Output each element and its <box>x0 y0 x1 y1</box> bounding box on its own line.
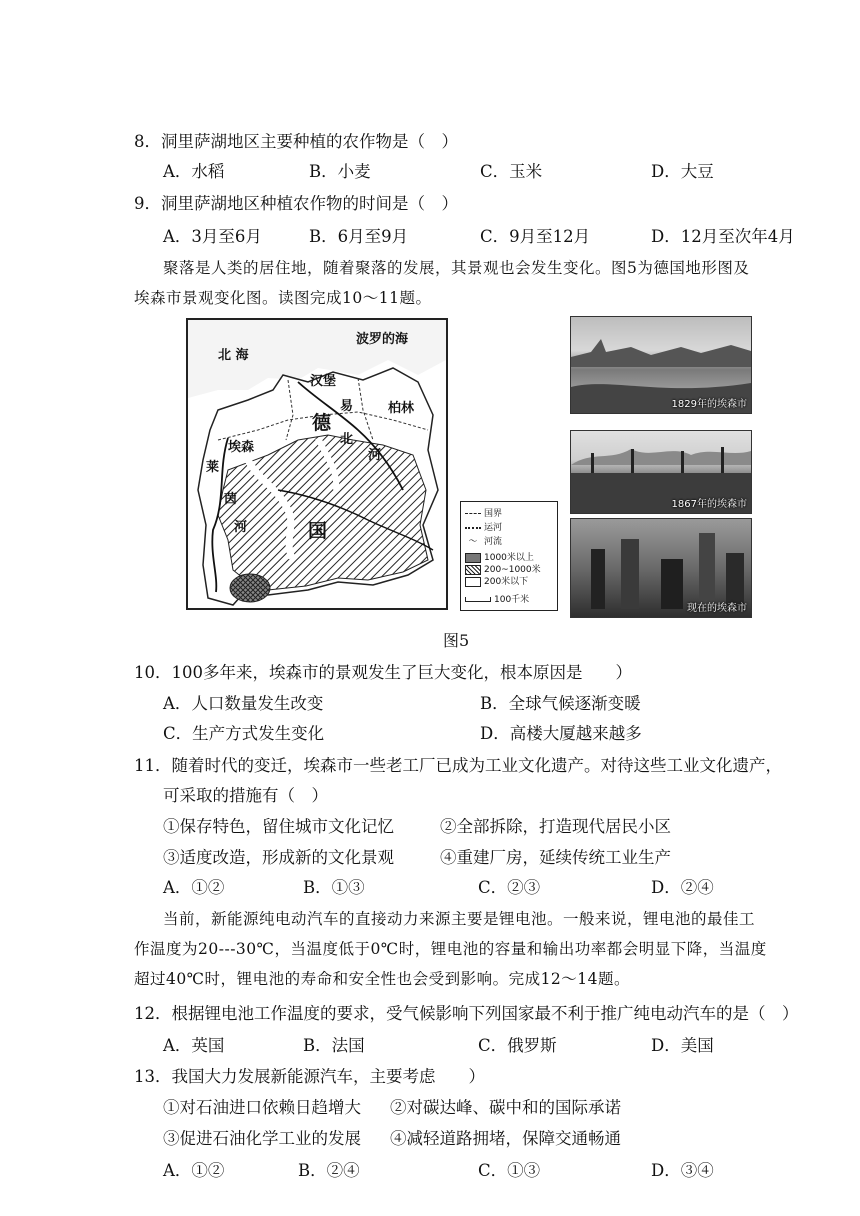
q8-option-a: A．水稻 <box>163 162 225 181</box>
photo-now-caption: 现在的埃森市 <box>687 603 747 614</box>
q13-statement-4: ④减轻道路拥堵，保障交通畅通 <box>390 1129 621 1148</box>
photo-1829-caption: 1829年的埃森市 <box>671 399 747 410</box>
q11-option-b: B．①③ <box>303 878 365 897</box>
map-label-rhine-1: 莱 <box>206 460 220 475</box>
q11-option-d: D．②④ <box>651 878 714 897</box>
map-label-hamburg: 汉堡 <box>310 374 337 389</box>
q10-stem: 10．100多年来，埃森市的景观发生了巨大变化，根本原因是 ） <box>134 663 632 682</box>
q11-statement-2: ②全部拆除，打造现代居民小区 <box>440 817 671 836</box>
q13-statement-2: ②对碳达峰、碳中和的国际承诺 <box>390 1098 621 1117</box>
q8-option-c: C．玉米 <box>480 162 543 181</box>
q11-stem-line2: 可采取的措施有（ ） <box>163 786 328 805</box>
q9-option-a: A．3月至6月 <box>163 227 262 246</box>
photo-essen-now <box>570 518 752 618</box>
q12-option-a: A．英国 <box>163 1036 225 1055</box>
q9-stem: 9．洞里萨湖地区种植农作物的时间是（ ） <box>134 194 458 213</box>
intro2-line1: 当前，新能源纯电动汽车的直接动力来源主要是锂电池。一般来说，锂电池的最佳工 <box>163 910 756 928</box>
q8-option-d: D．大豆 <box>651 162 714 181</box>
legend-high: 1000米以上 <box>465 550 534 563</box>
q11-option-c: C．②③ <box>478 878 541 897</box>
q13-statement-3: ③促进石油化学工业的发展 <box>163 1129 361 1148</box>
q13-option-d: D．③④ <box>651 1161 714 1180</box>
intro1-line1: 聚落是人类的居住地，随着聚落的发展，其景观也会发生变化。图5为德国地形图及 <box>163 259 750 277</box>
figure-caption: 图5 <box>443 631 470 650</box>
q10-option-d: D．高楼大厦越来越多 <box>480 724 642 743</box>
q9-option-b: B．6月至9月 <box>309 227 409 246</box>
q10-option-a: A．人口数量发生改变 <box>163 694 324 713</box>
map-label-rhine-2: 茵 <box>224 492 238 507</box>
intro2-line2: 作温度为20---30℃，当温度低于0℃时，锂电池的容量和输出功率都会明显下降，当温度 <box>134 940 767 958</box>
q12-option-c: C．俄罗斯 <box>478 1036 557 1055</box>
q12-option-b: B．法国 <box>303 1036 365 1055</box>
map-legend <box>460 501 558 611</box>
q11-statement-1: ①保存特色，留住城市文化记忆 <box>163 817 394 836</box>
legend-river: 〜 河流 <box>468 537 503 547</box>
intro1-line2: 埃森市景观变化图。读图完成10～11题。 <box>134 289 432 307</box>
map-label-baltic-sea: 波罗的海 <box>356 332 409 347</box>
q10-option-b: B．全球气候逐渐变暖 <box>480 694 641 713</box>
map-label-berlin: 柏林 <box>388 401 415 416</box>
q8-stem: 8．洞里萨湖地区主要种植的农作物是（ ） <box>134 132 458 151</box>
q12-option-d: D．美国 <box>651 1036 714 1055</box>
q13-option-a: A．①② <box>163 1161 225 1180</box>
photo-1867-caption: 1867年的埃森市 <box>671 499 747 510</box>
map-label-north-sea: 北 海 <box>218 348 249 363</box>
q13-option-b: B．②④ <box>298 1161 360 1180</box>
map-label-germany-2: 国 <box>308 520 328 542</box>
legend-canal: 运河 <box>465 520 502 533</box>
germany-map-drawing <box>188 320 446 608</box>
map-label-elbe-3: 河 <box>368 448 382 463</box>
map-label-elbe-2: 北 <box>340 432 354 447</box>
photo-essen-1829 <box>570 316 752 414</box>
legend-border: 国界 <box>465 506 502 519</box>
q11-option-a: A．①② <box>163 878 225 897</box>
q8-option-b: B．小麦 <box>309 162 371 181</box>
legend-low: 200米以下 <box>465 574 528 587</box>
intro2-line3: 超过40℃时，锂电池的寿命和安全性也会受到影响。完成12～14题。 <box>134 970 631 988</box>
q13-statement-1: ①对石油进口依赖日趋增大 <box>163 1098 361 1117</box>
q13-option-c: C．①③ <box>478 1161 541 1180</box>
q9-option-c: C．9月至12月 <box>480 227 591 246</box>
q11-statement-4: ④重建厂房，延续传统工业生产 <box>440 848 671 867</box>
map-label-elbe-1: 易 <box>340 399 354 414</box>
germany-map <box>186 318 448 610</box>
q11-stem-line1: 11．随着时代的变迁，埃森市一些老工厂已成为工业文化遗产。对待这些工业文化遗产， <box>134 756 782 775</box>
q12-stem: 12．根据锂电池工作温度的要求，受气候影响下列国家最不利于推广纯电动汽车的是（ ） <box>134 1004 799 1023</box>
legend-mid: 200~1000米 <box>465 562 541 575</box>
q13-stem: 13．我国大力发展新能源汽车，主要考虑 ） <box>134 1067 485 1086</box>
q9-option-d: D．12月至次年4月 <box>651 227 795 246</box>
map-label-germany-1: 德 <box>312 412 332 434</box>
legend-scale: 100千米 <box>465 592 529 605</box>
photo-essen-1867 <box>570 430 752 514</box>
map-label-rhine-3: 河 <box>234 520 248 535</box>
map-label-essen: 埃森 <box>228 440 255 455</box>
q11-statement-3: ③适度改造，形成新的文化景观 <box>163 848 394 867</box>
q10-option-c: C．生产方式发生变化 <box>163 724 325 743</box>
